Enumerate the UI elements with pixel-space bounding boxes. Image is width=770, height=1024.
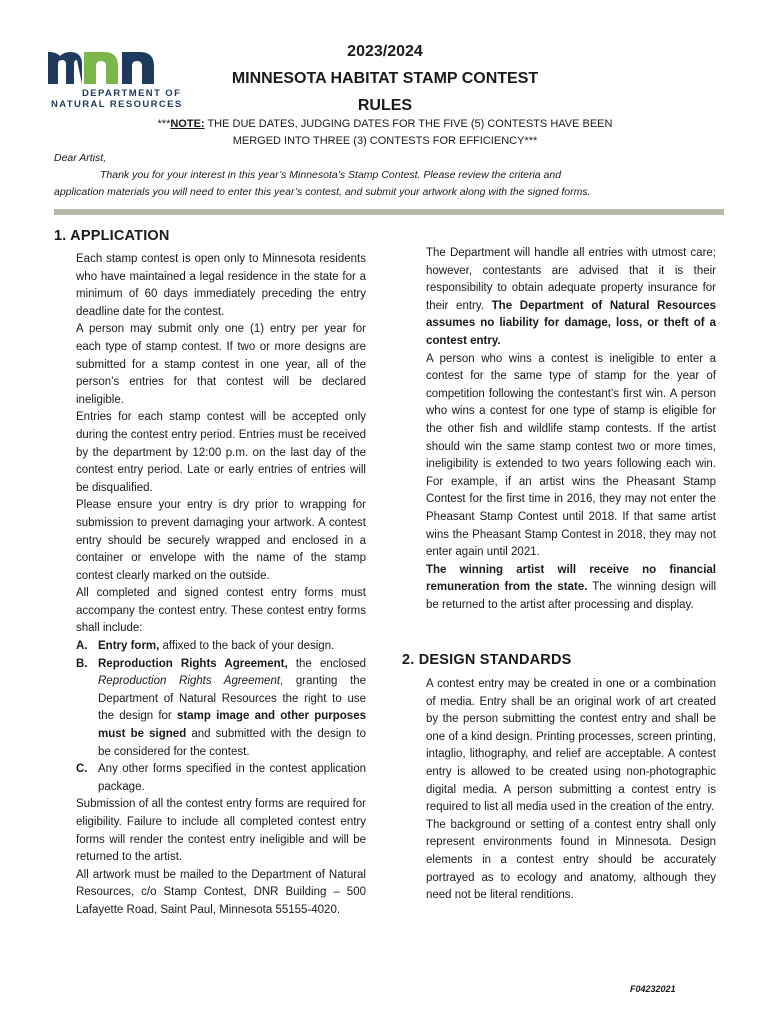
dnr-mn-logo-mark [48, 50, 158, 84]
paragraph [426, 245, 716, 351]
paragraph: A contest entry may be created in one or a combination of media. Entry shall be an original work of art created by the person submitting the contest entry and shall be one of a kind design. Printing processes, screen printing, intaglio, lithography, and relief are acceptable. A contest entry is allowed to be created using non-photographic digital media. A person submitting a contest entry is required to list all media used in the creation of the entry. [426, 678, 716, 814]
remuneration-statement: The winning artist will receive no financial remuneration from the state. [426, 563, 716, 594]
title-year: 2023/2024 [347, 43, 423, 60]
salutation: Dear Artist, [54, 152, 107, 164]
merge-note [110, 116, 660, 150]
list-item-a [76, 638, 366, 656]
liability-statement: The Department of Natural Resources assumes no liability for damage, loss, or theft of a contest entry. [426, 299, 716, 347]
paragraph [426, 562, 716, 615]
form-number: F04232021 [630, 984, 676, 994]
section-heading-application: 1. APPLICATION [54, 228, 170, 244]
paragraph: A person may submit only one (1) entry per year for each type of stamp contest. If two or more designs are submitted for a stamp contest in one year, all of the person’s entries for that contest will be declared ineligible. [76, 323, 366, 406]
intro-line-1: Thank you for your interest in this year’s Minnesota’s Stamp Contest. Please review the criteria and [100, 169, 562, 181]
design-standards-column [426, 676, 716, 905]
page-title [150, 38, 620, 119]
title-rules: RULES [357, 97, 413, 114]
reproduction-rights-label: Reproduction Rights Agreement, [98, 657, 288, 670]
note-prefix: *** [157, 118, 171, 130]
paragraph-text: The Department will handle all entries with utmost care; however, contestants are advised that it is their responsibility to obtain adequate property insurance for their entry. [426, 247, 716, 312]
section-divider [54, 209, 724, 215]
paragraph: Submission of all the contest entry forms are required for eligibility. Failure to include all completed contest entry forms will render the contest entry ineligible and will be returned to the artist. [76, 798, 366, 864]
list-text-bold: stamp image and other purposes must be signed [98, 710, 366, 741]
paragraph: Each stamp contest is open only to Minnesota residents who have maintained a legal residence in the state for a minimum of 60 days immediately preceding the entry deadline date for the contest. [76, 253, 366, 318]
list-text: Any other forms specified in the contest application package. [98, 763, 366, 793]
paragraph: The background or setting of a contest entry shall only represent environments found in Minnesota. Design elements in a contest entry should be accurately portrayed as to ecology and anatomy, although they need not be literal renditions. [426, 818, 716, 902]
paragraph-text: The winning design will be returned to the artist after processing and display. [426, 581, 716, 611]
application-left-column [76, 251, 366, 920]
paragraph: Entries for each stamp contest will be accepted only during the contest entry period. Entries must be received by the department by 12:00 p.m. on the last day of the contest entry period. Late or early entries of entries will be disqualified. [76, 411, 366, 494]
list-text-italic: Reproduction Rights Agreement [98, 675, 281, 688]
note-text-1: THE DUE DATES, JUDGING DATES FOR THE FIVE (5) CONTESTS HAVE BEEN [204, 118, 613, 130]
list-marker: B. [76, 657, 88, 670]
logo-text-line1: DEPARTMENT OF [82, 88, 182, 99]
list-text: and submitted with the design to be considered for the contest. [98, 728, 366, 758]
title-contest: MINNESOTA HABITAT STAMP CONTEST [231, 70, 539, 87]
list-marker: C. [76, 763, 88, 776]
list-marker: A. [76, 640, 88, 653]
intro-line-2: application materials you will need to enter this year’s contest, and submit your artwork along with the signed forms. [54, 186, 591, 198]
logo-text-line2: NATURAL RESOURCES [51, 99, 183, 110]
mailing-address-paragraph: All artwork must be mailed to the Department of Natural Resources, c/o Stamp Contest, DNR Building – 500 Lafayette Road, Saint Paul, Minnesota 55155-4020. [76, 868, 366, 916]
section-heading-design-standards: 2. DESIGN STANDARDS [402, 652, 572, 668]
entry-form-label: Entry form, [98, 640, 160, 653]
note-text-2: MERGED INTO THREE (3) CONTESTS FOR EFFICIENCY*** [232, 135, 538, 147]
list-text: affixed to the back of your design. [159, 640, 335, 653]
list-item-c [76, 761, 366, 796]
paragraph: A person who wins a contest is ineligible to enter a contest for the same type of stamp for the year of competition following the contestant’s first win. A person who wins a contest for one type of stamp is eligible for the other fish and wildlife stamp contests. If the artist should win the same stamp contest two or more times, ineligibility is extended to two years following each win. For example, if an artist wins the Pheasant Stamp Contest for the first time in 2016, they may not enter the Pheasant Stamp Contest until 2018. If that same artist wins the Pheasant Stamp Contest in 2018, they may not enter again until 2021. [426, 352, 716, 559]
note-label: NOTE: [170, 118, 205, 130]
list-text: , granting the Department of Natural Resources the right to use the design for [98, 675, 366, 723]
application-right-column [426, 245, 716, 614]
paragraph: Please ensure your entry is dry prior to wrapping for submission to prevent damaging your artwork. A contest entry should be securely wrapped and enclosed in a container or envelope with the name of the stamp contest clearly marked on the outside. [76, 499, 366, 582]
intro-paragraph [54, 167, 724, 201]
list-item-b [76, 656, 366, 762]
list-text: the enclosed [287, 657, 366, 670]
paragraph: All completed and signed contest entry forms must accompany the contest entry. These contest entry forms shall include: [76, 587, 366, 635]
